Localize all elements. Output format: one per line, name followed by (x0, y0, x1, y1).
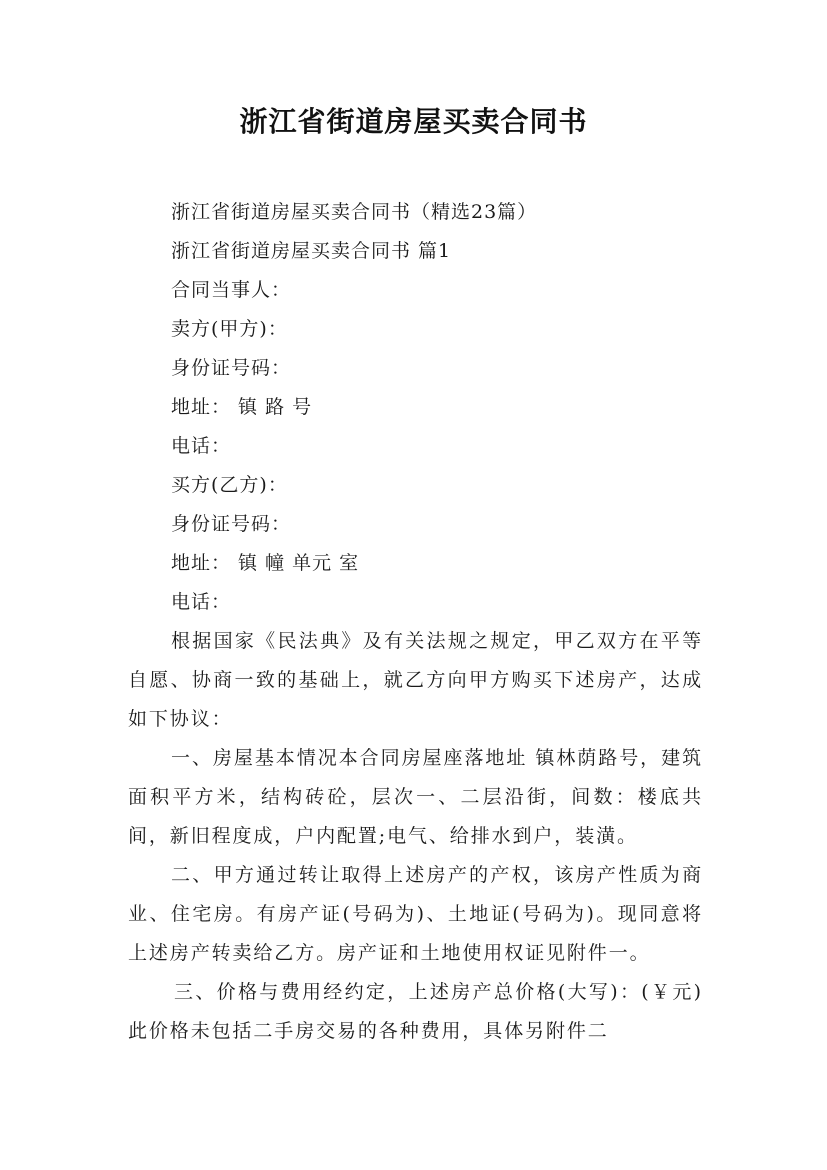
paragraph-preamble: 根据国家《民法典》及有关法规之规定，甲乙双方在平等自愿、协商一致的基础上，就乙方向甲方购买下述房产，达成如下协议： (128, 630, 703, 730)
parties-label: 合同当事人： (171, 279, 292, 301)
buyer-address-label: 地址： 镇 幢 单元 室 (171, 552, 360, 574)
paragraph-clause-3: 三、价格与费用经约定，上述房产总价格(大写)：(￥元)此价格未包括二手房交易的各种费用，具体另附件二 (128, 981, 703, 1042)
seller-phone-label: 电话： (171, 435, 232, 457)
document-title: 浙江省街道房屋买卖合同书 (239, 105, 588, 138)
buyer-label: 买方(乙方)： (171, 474, 288, 496)
section-heading: 浙江省街道房屋买卖合同书 篇1 (171, 240, 452, 262)
seller-address-label: 地址： 镇 路 号 (171, 396, 313, 418)
subtitle-line: 浙江省街道房屋买卖合同书（精选23篇） (171, 201, 538, 223)
paragraph-clause-2: 二、甲方通过转让取得上述房产的产权，该房产性质为商业、住宅房。有房产证(号码为)、土地证(号码为)。现同意将上述房产转卖给乙方。房产证和土地使用权证见附件一。 (128, 864, 703, 964)
buyer-phone-label: 电话： (171, 591, 232, 613)
document-body (128, 193, 703, 1051)
seller-id-label: 身份证号码： (171, 357, 292, 379)
buyer-id-label: 身份证号码： (171, 513, 292, 535)
paragraph-clause-1: 一、房屋基本情况本合同房屋座落地址 镇林荫路号，建筑面积平方米，结构砖砼，层次一、二层沿街，间数：楼底共间，新旧程度成，户内配置;电气、给排水到户，装潢。 (128, 747, 703, 847)
seller-label: 卖方(甲方)： (171, 318, 288, 340)
